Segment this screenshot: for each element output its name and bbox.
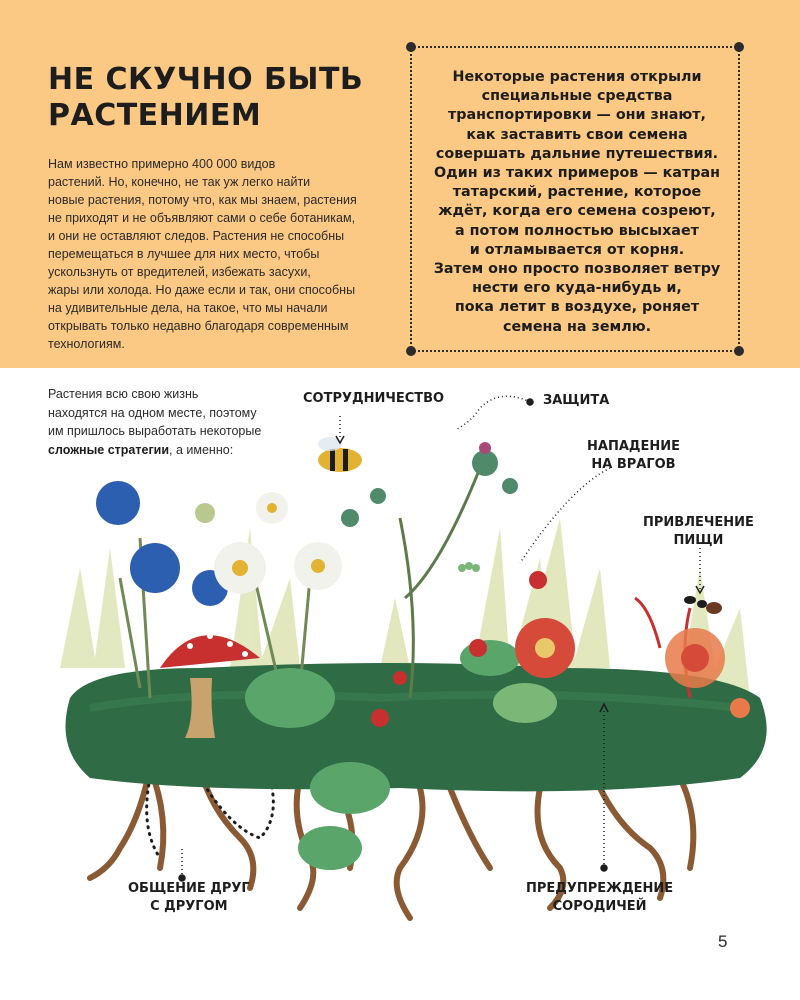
callout-line: как заставить свои семена: [466, 126, 688, 143]
callout-line: Затем оно просто позволяет ветру: [433, 261, 721, 278]
callout-line: Один из таких примеров — катран: [434, 165, 720, 182]
intro-line: ускользнуть от вредителей, избежать засухи,: [48, 265, 311, 279]
plants-illustration: [0, 368, 800, 1000]
callout-line: пока летит в воздухе, роняет: [454, 299, 700, 316]
intro-line: на удивительные дела, на такое, что мы начали: [48, 301, 328, 315]
label-text: СОТРУДНИЧЕСТВО: [303, 391, 445, 406]
label-text: ОБЩЕНИЕ ДРУГ: [128, 881, 250, 896]
label-text: НАПАДЕНИЕ: [587, 439, 680, 454]
label-food: [643, 514, 754, 550]
callout-line: и отламывается от корня.: [469, 241, 685, 258]
intro-line: и они не оставляют следов. Растения не способны: [48, 229, 345, 243]
caterpillar-icon: [458, 562, 480, 572]
moss-icon: [66, 663, 767, 791]
label-text: С ДРУГОМ: [150, 899, 228, 914]
strategies-line: [48, 441, 288, 460]
label-text: ЗАЩИТА: [543, 393, 610, 408]
intro-line: открывать только недавно благодаря современным: [48, 319, 349, 333]
label-text: НА ВРАГОВ: [591, 457, 676, 472]
intro-line: жары или холода. Но даже если и так, они способны: [48, 283, 356, 297]
strategies-intro: [48, 385, 288, 459]
title-line-2: РАСТЕНИЕМ: [48, 98, 262, 133]
strategies-emphasis: сложные стратегии: [48, 442, 170, 457]
corner-dot: [734, 346, 744, 356]
label-text: СОРОДИЧЕЙ: [552, 899, 647, 914]
strategies-line: Растения всю свою жизнь: [48, 387, 199, 401]
callout-line: специальные средства: [481, 88, 673, 105]
callout-line: транспортировки — они знают,: [448, 107, 706, 124]
strategies-line: им пришлось выработать некоторые: [48, 424, 262, 438]
intro-line: растений. Но, конечно, не так уж легко найти: [48, 175, 311, 189]
callout-line: татарский, растение, которое: [452, 184, 702, 201]
corner-dot: [406, 42, 416, 52]
strategies-tail: , а именно:: [169, 442, 234, 457]
callout-line: нести его куда-нибудь и,: [472, 280, 682, 297]
corner-dot: [734, 42, 744, 52]
callout-box: [410, 46, 740, 352]
callout-line: а потом полностью высыхает: [455, 222, 699, 239]
intro-line: не приходят и не объявляют сами о себе ботаникам,: [48, 211, 356, 225]
label-text: ПИЩИ: [673, 533, 724, 548]
label-text: ПРИВЛЕЧЕНИЕ: [643, 515, 754, 530]
callout-line: семена на землю.: [502, 318, 652, 335]
callout-text: [412, 68, 742, 337]
label-cooperation: [303, 390, 444, 408]
title-line-1: НЕ СКУЧНО БЫТЬ: [48, 62, 364, 97]
intro-line: технологиям.: [48, 337, 125, 351]
strategies-line: находятся на одном месте, поэтому: [48, 405, 257, 420]
label-warning: [526, 880, 673, 916]
callout-line: Некоторые растения открыли: [452, 69, 702, 85]
label-communication: [128, 880, 250, 916]
label-defense: [543, 392, 609, 410]
page-title: [48, 62, 388, 134]
red-flower-icon: [515, 618, 575, 678]
callout-line: ждёт, когда его семена созреют,: [438, 203, 716, 220]
intro-line: Нам известно примерно 400 000 видов: [48, 157, 276, 171]
page-number: 5: [718, 932, 728, 951]
callout-line: совершать дальние путешествия.: [435, 145, 719, 162]
intro-line: новые растения, потому что, как мы знаем, растения: [48, 193, 357, 207]
label-text: ПРЕДУПРЕЖДЕНИЕ: [526, 881, 674, 896]
corner-dot: [406, 346, 416, 356]
intro-line: перемещаться в лучшее для них место, чтобы: [48, 247, 320, 261]
intro-paragraph: [48, 155, 378, 353]
label-attack: [587, 438, 680, 474]
